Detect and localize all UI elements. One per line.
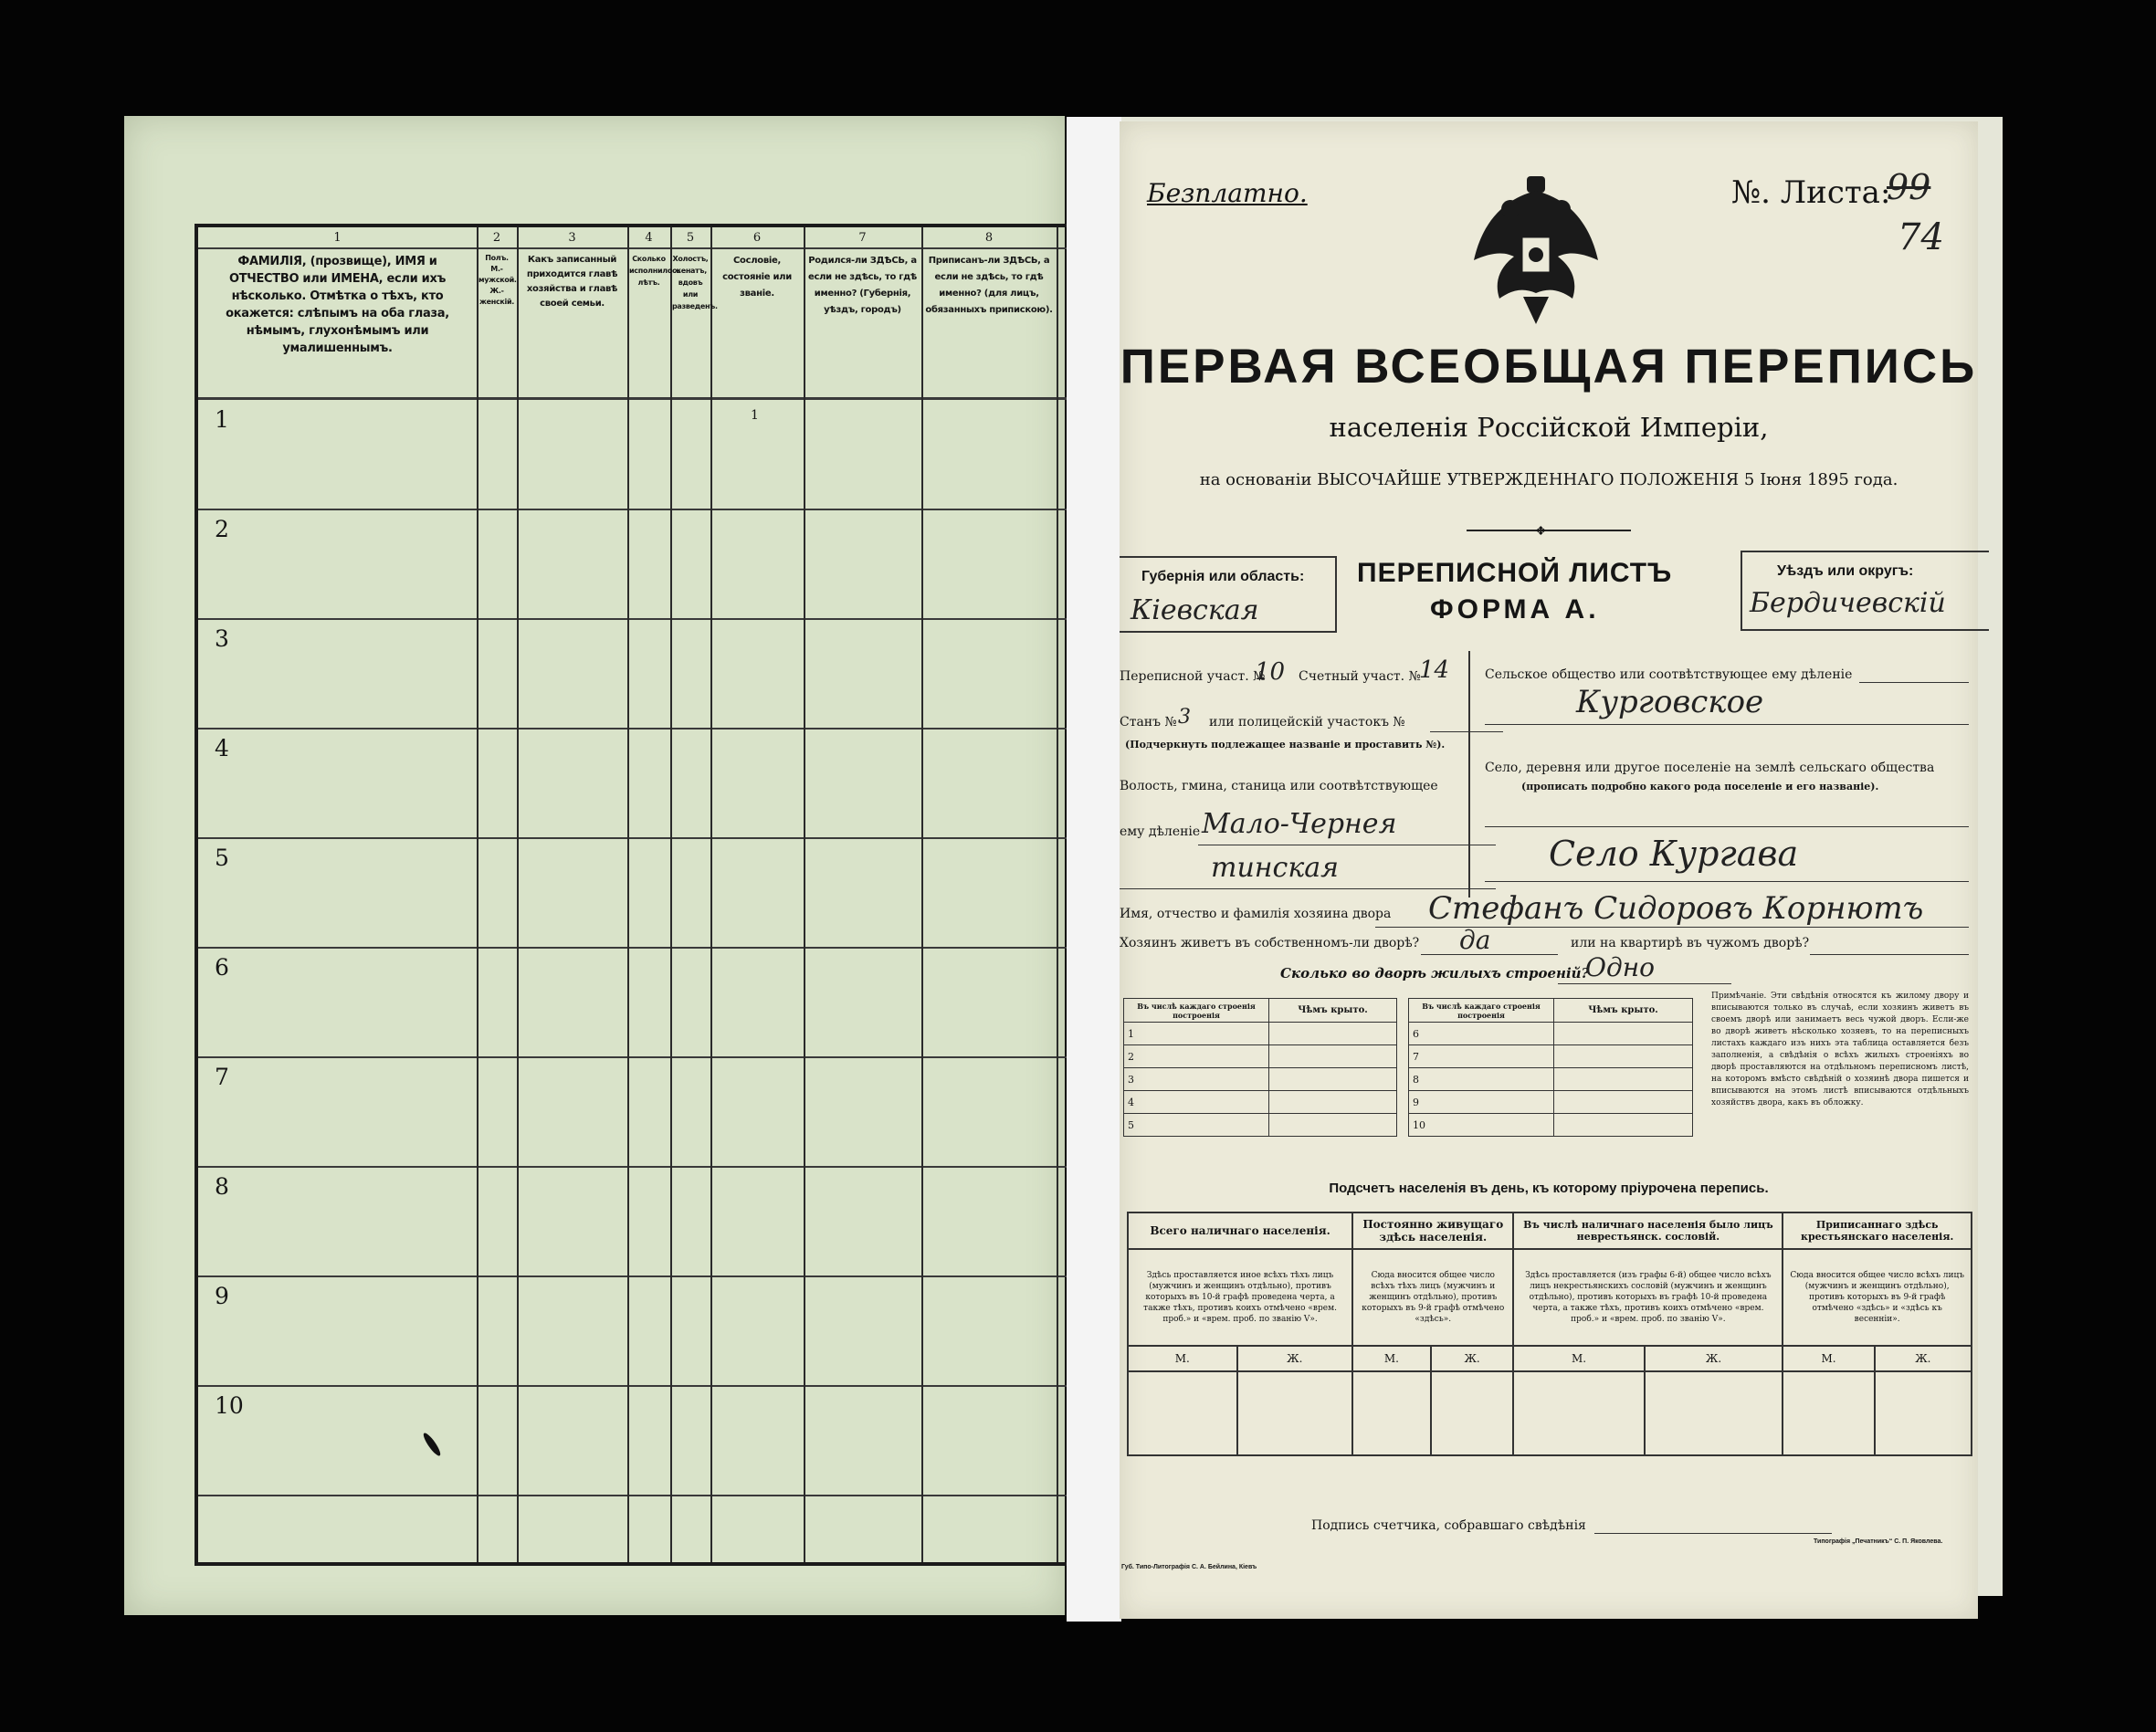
buildings-header: Чѣмъ крыто. bbox=[1269, 999, 1397, 1023]
column-number: 3 bbox=[568, 231, 576, 245]
owner-apartment-field[interactable] bbox=[1810, 954, 1969, 955]
buildings-row-number: 3 bbox=[1124, 1068, 1269, 1091]
form-subtitle: ФОРМА А. bbox=[1430, 594, 1600, 625]
sheet-number-value: 99 bbox=[1887, 167, 1931, 207]
basis-line: на основаніи ВЫСОЧАЙШЕ УТВЕРЖДЕННАГО ПОЛОЖЕНІЯ 5 Іюня 1895 года. bbox=[1199, 470, 1898, 489]
census-district-value: 10 bbox=[1255, 658, 1286, 686]
pop-description: Здѣсь проставляется (изъ графы 6-й) общее число всѣхъ лицъ некрестьянскихъ сословій (мужчинъ и женщинъ отдѣльно), противъ которыхъ въ графѣ 10-й проведена черта, а также тѣхъ, противъ коихъ отмѣчено «врем. проб.» и «врем. проб. по званію V». bbox=[1513, 1249, 1783, 1346]
owner-lives-label: Хозяинъ живетъ въ собственномъ-ли дворѣ? bbox=[1120, 936, 1420, 950]
owner-label: Имя, отчество и фамилія хозяина двора bbox=[1120, 907, 1392, 921]
buildings-row-number: 1 bbox=[1124, 1023, 1269, 1045]
police-field[interactable] bbox=[1430, 731, 1503, 732]
sheet-number-value-corrected: 74 bbox=[1898, 216, 1944, 258]
free-label: Безплатно. bbox=[1147, 178, 1308, 208]
row-number: 10 bbox=[215, 1392, 244, 1419]
ornament-divider bbox=[1467, 530, 1631, 531]
column-header-age: Сколько исполнилось лѣтъ. bbox=[629, 255, 681, 287]
buildings-row-number: 10 bbox=[1409, 1114, 1554, 1137]
village-value: Село Кургава bbox=[1549, 834, 1799, 874]
buildings-row-number: 5 bbox=[1124, 1114, 1269, 1137]
row-number: 6 bbox=[215, 954, 229, 981]
community-label: Сельское общество или соотвѣтствующее ему дѣленіе bbox=[1485, 667, 1853, 682]
sex-female: Ж. bbox=[1875, 1346, 1972, 1371]
province-value: Кіевская bbox=[1131, 594, 1259, 626]
row-number: 9 bbox=[215, 1283, 229, 1309]
sheet-number-label: №. Листа: bbox=[1731, 174, 1891, 211]
pop-header-peasant: Приписаннаго здѣсь крестьянскаго населенія. bbox=[1783, 1212, 1972, 1249]
pop-count-cell[interactable] bbox=[1431, 1371, 1514, 1455]
row-number: 4 bbox=[215, 735, 229, 761]
row-number: 2 bbox=[215, 516, 229, 542]
buildings-row-number: 6 bbox=[1409, 1023, 1554, 1045]
column-number: 8 bbox=[984, 231, 994, 245]
column-number: 4 bbox=[645, 231, 653, 245]
census-district-label: Переписной участ. № bbox=[1120, 669, 1266, 684]
household-members-table bbox=[195, 224, 1068, 1566]
stan-label: Станъ № bbox=[1120, 715, 1177, 730]
buildings-row-number: 4 bbox=[1124, 1091, 1269, 1114]
row-number: 1 bbox=[215, 406, 229, 433]
pop-description: Здѣсь проставляется иное всѣхъ тѣхъ лицъ (мужчинъ и женщинъ отдѣльно), противъ которыхъ въ 10-й графѣ проведена черта, а также тѣхъ, противъ коихъ отмѣчено «врем. проб.» и «врем. проб. по званію V». bbox=[1128, 1249, 1352, 1346]
owner-value: Стефанъ Сидоровъ Корнютъ bbox=[1428, 890, 1924, 927]
pop-count-cell[interactable] bbox=[1237, 1371, 1353, 1455]
imperial-eagle-emblem bbox=[1463, 173, 1609, 328]
sex-female: Ж. bbox=[1431, 1346, 1514, 1371]
row-number: 5 bbox=[215, 845, 229, 871]
column-number: 6 bbox=[752, 231, 762, 245]
buildings-row-number: 9 bbox=[1409, 1091, 1554, 1114]
stan-value: 3 bbox=[1178, 706, 1191, 729]
buildings-header: Чѣмъ крыто. bbox=[1554, 999, 1693, 1023]
pop-header-total: Всего наличнаго населенія. bbox=[1128, 1212, 1352, 1249]
row-number: 7 bbox=[215, 1064, 229, 1090]
field-divider bbox=[1468, 651, 1470, 897]
pop-description: Сюда вносится общее число всѣхъ тѣхъ лицъ (мужчинъ и женщинъ отдѣльно), противъ которыхъ въ 9-й графѣ отмѣчено «здѣсь». bbox=[1352, 1249, 1513, 1346]
buildings-row-number: 7 bbox=[1409, 1045, 1554, 1068]
row-number: 3 bbox=[215, 625, 229, 652]
buildings-row-number: 2 bbox=[1124, 1045, 1269, 1068]
owner-lives-field[interactable] bbox=[1421, 954, 1558, 955]
count-district-value: 14 bbox=[1419, 656, 1450, 684]
buildings-table-right bbox=[1408, 998, 1693, 1137]
sex-female: Ж. bbox=[1645, 1346, 1783, 1371]
ink-blot bbox=[421, 1431, 443, 1457]
column-header-sex: Полъ. М.-мужской. Ж.-женскій. bbox=[479, 254, 517, 306]
volost-field-line bbox=[1120, 888, 1496, 889]
buildings-value: Одно bbox=[1585, 952, 1656, 982]
village-label: Село, деревня или другое поселеніе на землѣ сельскаго общества bbox=[1485, 761, 1935, 775]
binding-strip bbox=[1067, 117, 1121, 1622]
population-table bbox=[1127, 1212, 1972, 1456]
column-header-birthplace: Родился-ли ЗДѢСЬ, а если не здѣсь, то гдѣ именно? (Губернія, уѣздъ, городъ) bbox=[808, 256, 917, 315]
province-label: Губернія или область: bbox=[1141, 569, 1305, 584]
note-text: Примѣчаніе. Эти свѣдѣнія относятся къ жилому двору и вписываются только въ случаѣ, если хозяинъ живетъ въ своемъ дворѣ или занимаетъ весь чужой дворъ. Если-же во дворѣ живетъ нѣсколько хозяевъ, то на переписныхъ листахъ каждаго изъ нихъ эта таблица оставляется безъ заполненія, а свѣдѣнія о всѣхъ жилыхъ строеніяхъ во дворѣ проставляются на отдѣльномъ переписномъ листѣ, на которомъ вмѣсто свѣдѣній о хозяинѣ двора пишется и вписываются на этомъ листѣ вписываются отдѣльныхъ хозяйствъ двора, какъ въ обложку. bbox=[1711, 992, 1969, 1107]
ornament-icon: ❖ bbox=[1535, 523, 1547, 538]
pop-count-cell[interactable] bbox=[1783, 1371, 1874, 1455]
pop-header-resident: Постоянно живущаго здѣсь населенія. bbox=[1352, 1212, 1513, 1249]
sex-male: М. bbox=[1783, 1346, 1874, 1371]
population-heading: Подсчетъ населенія въ день, къ которому пріурочена перепись. bbox=[1329, 1181, 1769, 1196]
pop-count-cell[interactable] bbox=[1128, 1371, 1237, 1455]
pop-count-cell[interactable] bbox=[1645, 1371, 1783, 1455]
sex-male: М. bbox=[1352, 1346, 1431, 1371]
volost-label: Волость, гмина, станица или соотвѣтствующее bbox=[1120, 779, 1438, 793]
printer-right: Типографія „Печатникъ“ С. П. Яковлева. bbox=[1814, 1538, 1943, 1545]
cell-value: 1 bbox=[751, 408, 759, 423]
document-subtitle: населенія Россійской Имперіи, bbox=[1329, 412, 1769, 443]
count-district-label: Счетный участ. № bbox=[1299, 669, 1421, 684]
column-number: 7 bbox=[858, 231, 867, 245]
buildings-field[interactable] bbox=[1558, 983, 1731, 984]
left-page bbox=[124, 116, 1065, 1615]
community-field[interactable] bbox=[1485, 724, 1969, 725]
column-number: 1 bbox=[333, 231, 342, 245]
police-note: (Подчеркнуть подлежащее названіе и проставить №). bbox=[1125, 739, 1446, 751]
signature-label: Подпись счетчика, собравшаго свѣдѣнія bbox=[1311, 1518, 1586, 1533]
buildings-row-number: 8 bbox=[1409, 1068, 1554, 1091]
pop-count-cell[interactable] bbox=[1513, 1371, 1644, 1455]
police-label: или полицейскій участокъ № bbox=[1209, 715, 1405, 730]
right-page bbox=[1120, 121, 1978, 1619]
volost-value-cont: тинская bbox=[1211, 852, 1339, 884]
buildings-header: Въ числѣ каждаго строенія построенія bbox=[1409, 999, 1554, 1023]
sex-male: М. bbox=[1513, 1346, 1644, 1371]
column-header-marital: Холостъ, женатъ, вдовъ или разведенъ. bbox=[672, 255, 718, 310]
community-value: Курговское bbox=[1576, 684, 1764, 720]
column-number: 5 bbox=[686, 231, 695, 245]
row-number: 8 bbox=[215, 1173, 229, 1200]
owner-apartment-label: или на квартирѣ въ чужомъ дворѣ? bbox=[1571, 936, 1810, 950]
pop-count-cell[interactable] bbox=[1875, 1371, 1972, 1455]
column-number: 2 bbox=[492, 231, 501, 245]
document-title: ПЕРВАЯ ВСЕОБЩАЯ ПЕРЕПИСЬ bbox=[1120, 340, 1978, 394]
pop-count-cell[interactable] bbox=[1352, 1371, 1431, 1455]
column-header-name: ФАМИЛІЯ, (прозвище), ИМЯ и ОТЧЕСТВО или ИМЕНА, если ихъ нѣсколько. Отмѣтка о тѣхъ, кто окажется: слѣпымъ на оба глаза, нѣмымъ, глухонѣмымъ или умалишеннымъ. bbox=[226, 255, 449, 355]
village-field[interactable] bbox=[1485, 881, 1969, 882]
district-label: Уѣздъ или округъ: bbox=[1777, 563, 1914, 579]
sex-male: М. bbox=[1128, 1346, 1237, 1371]
village-field-line bbox=[1485, 826, 1969, 827]
district-value: Бердичевскій bbox=[1750, 587, 1946, 619]
village-note: (прописать подробно какого рода поселеніе и его названіе). bbox=[1521, 781, 1879, 793]
buildings-label: Сколько во дворѣ жилыхъ строеній? bbox=[1280, 965, 1590, 981]
column-header-registration: Приписанъ-ли ЗДѢСЬ, а если не здѣсь, то гдѣ именно? (для лицъ, обязанныхъ припискою). bbox=[925, 256, 1053, 315]
form-title: ПЕРЕПИСНОЙ ЛИСТЪ bbox=[1357, 558, 1673, 588]
pop-header-nonpeasant: Въ числѣ наличнаго населенія было лицъ неврестьянск. сословій. bbox=[1513, 1212, 1783, 1249]
column-header-relation: Какъ записанный приходится главѣ хозяйства и главѣ своей семьи. bbox=[526, 255, 618, 309]
community-field-line bbox=[1859, 682, 1969, 683]
pop-description: Сюда вносится общее число всѣхъ лицъ (мужчинъ и женщинъ отдѣльно), противъ которыхъ въ 9-й графѣ отмѣчено «здѣсь» и «здѣсь къ весенніи». bbox=[1783, 1249, 1972, 1346]
owner-lives-value: да bbox=[1459, 925, 1491, 955]
volost-label-2: ему дѣленіе bbox=[1120, 824, 1201, 839]
buildings-header: Въ числѣ каждаго строенія построенія bbox=[1124, 999, 1269, 1023]
volost-value: Мало-Чернея bbox=[1202, 808, 1397, 840]
sex-female: Ж. bbox=[1237, 1346, 1353, 1371]
signature-field[interactable] bbox=[1594, 1533, 1832, 1534]
printer-left: Губ. Типо-Литографія С. А. Бейлина, Кіевъ bbox=[1121, 1564, 1257, 1570]
column-header-estate: Сословіе, состояніе или званіе. bbox=[722, 256, 792, 299]
buildings-table-left bbox=[1123, 998, 1397, 1137]
